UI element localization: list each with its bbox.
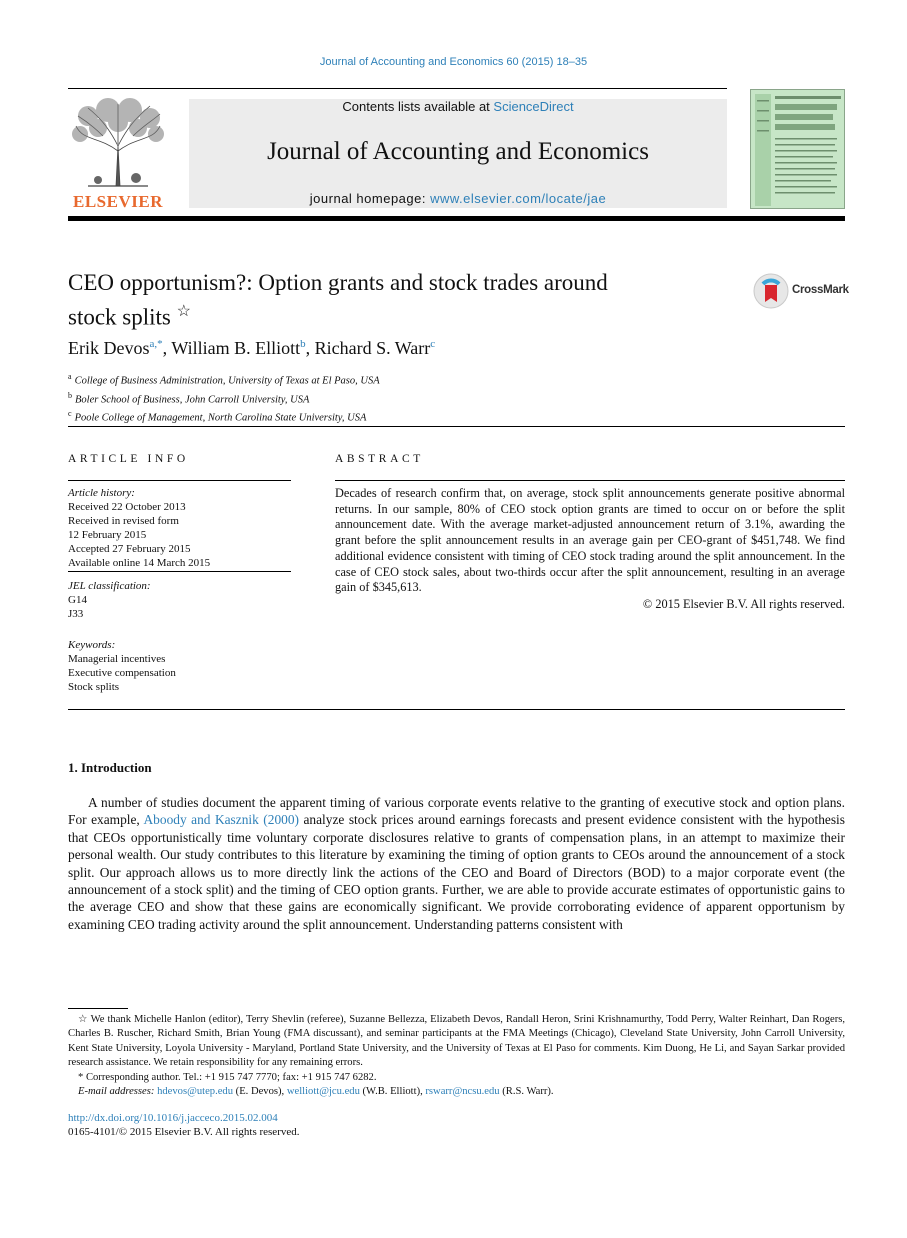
crossmark-label: CrossMark <box>792 284 849 296</box>
abstract-heading: ABSTRACT <box>335 453 424 465</box>
title-line-2-wrap <box>68 297 728 332</box>
citation-link[interactable]: Aboody and Kasznik (2000) <box>143 812 299 828</box>
info-rule <box>68 480 291 481</box>
author-sep-1: , <box>162 338 172 358</box>
author-2-name: William B. Elliott <box>171 338 301 358</box>
elsevier-wordmark: ELSEVIER <box>73 192 163 211</box>
email-link-warr[interactable]: rswarr@ncsu.edu <box>425 1086 500 1098</box>
journal-cover-thumbnail[interactable] <box>750 89 845 209</box>
homepage-prefix: journal homepage: <box>309 191 431 206</box>
email-link-devos[interactable]: hdevos@utep.edu <box>157 1086 234 1098</box>
affiliation-c-letter: c <box>68 409 72 418</box>
article-history <box>68 486 291 570</box>
history-received: Received 22 October 2013 <box>68 501 186 513</box>
email-owner: (W.B. Elliott), <box>359 1086 426 1098</box>
crossmark-badge[interactable] <box>752 272 852 310</box>
intro-heading: 1. Introduction <box>68 760 152 775</box>
abstract-copyright: © 2015 Elsevier B.V. All rights reserved. <box>642 597 845 611</box>
contents-prefix: Contents lists available at <box>342 99 494 114</box>
section-rule <box>68 426 845 427</box>
abstract-text: Decades of research confirm that, on average, stock split announcements generate positive abnormal returns. In our sample, 80% of CEO stock option grants are timed to occur on or before the split announcement date. With the average market-adjusted announcement return of 3.1%, awarding the grant before the split announcement results in an average gain per CEO-grant of $451,748. We find additional evidence consistent with timing of CEO stock trading around the split announcement. In the case of CEO stock sales, about two-thirds occur after the split announcement, resulting in an average gain of $345,613. <box>335 486 845 595</box>
affiliations <box>68 370 668 426</box>
history-revised: Received in revised form <box>68 515 179 527</box>
jel-classification <box>68 579 291 621</box>
article-info-heading: ARTICLE INFO <box>68 453 189 465</box>
doi-link[interactable]: http://dx.doi.org/10.1016/j.jacceco.2015.02.004 <box>68 1112 278 1124</box>
author-1-sup[interactable]: a,* <box>149 338 163 350</box>
history-online: Available online 14 March 2015 <box>68 557 211 569</box>
crossmark-icon <box>752 272 790 310</box>
abstract-rule <box>335 480 845 481</box>
issn-copyright: 0165-4101/© 2015 Elsevier B.V. All rights reserved. <box>68 1126 300 1138</box>
keyword-item: Executive compensation <box>68 667 176 679</box>
homepage-line <box>189 191 727 206</box>
keywords-label: Keywords: <box>68 639 116 651</box>
affiliation-c-text: Poole College of Management, North Carolina State University, USA <box>74 412 367 424</box>
footnotes <box>68 1013 845 1099</box>
homepage-link[interactable]: www.elsevier.com/locate/jae <box>430 191 607 206</box>
history-label: Article history: <box>68 487 135 499</box>
keywords <box>68 638 291 694</box>
header-rule <box>68 88 727 89</box>
article-title <box>68 268 728 332</box>
keyword-item: Stock splits <box>68 681 120 693</box>
email-owner: (E. Devos), <box>233 1086 287 1098</box>
jel-code: J33 <box>68 608 84 620</box>
section-rule-bottom <box>68 709 845 710</box>
journal-citation[interactable]: Journal of Accounting and Economics 60 (2015) 18–35 <box>319 56 588 68</box>
affiliation-a-text: College of Business Administration, University of Texas at El Paso, USA <box>74 375 380 387</box>
email-addresses <box>68 1085 845 1099</box>
sciencedirect-link[interactable]: ScienceDirect <box>493 99 574 114</box>
affiliation-b <box>68 389 668 408</box>
email-link-elliott[interactable]: welliott@jcu.edu <box>286 1086 360 1098</box>
intro-text-a: A number of studies document the apparent timing of various corporate events relative to the granting of executive stock and option plans. For example, <box>68 795 845 828</box>
author-3-sup[interactable]: c <box>430 338 436 350</box>
affiliation-c <box>68 407 668 426</box>
affiliation-a <box>68 370 668 389</box>
email-owner: (R.S. Warr). <box>499 1086 554 1098</box>
intro-paragraph <box>68 794 845 933</box>
affiliation-b-text: Boler School of Business, John Carroll University, USA <box>75 394 310 405</box>
author-sep-2: , <box>305 338 315 358</box>
jel-label: JEL classification: <box>68 580 151 592</box>
jel-code: G14 <box>68 594 87 606</box>
affiliation-b-letter: b <box>68 390 72 400</box>
info-rule-2 <box>68 571 291 572</box>
email-label: E-mail addresses: <box>78 1086 158 1098</box>
title-footnote-mark[interactable]: ☆ <box>176 303 191 320</box>
author-3-name: Richard S. Warr <box>314 338 431 358</box>
intro-text-b: analyze stock prices around earnings forecasts and present evidence consistent with the hypothesis that CEOs opportunistically time voluntary corporate disclosures relative to grants of compensation plans, in an attempt to maximize their personal wealth. Our study contributes to this literature by examining the timing of option grants to CEOs around the announcement of a stock split. Our approach allows us to more directly link the actions of the CEO and Board of Directors (BOD) to a major corporate event (the announcement of a stock split) and the timing of CEO option grants. Further, we are able to provide accurate estimates of opportunistic gains to the average CEO and show that these gains are economically significant. We provide corroborating evidence of apparent opportunism by examining CEO trading activity around the split announcement. Understanding patterns consistent with <box>68 812 845 932</box>
author-list <box>68 338 768 359</box>
keyword-item: Managerial incentives <box>68 653 166 665</box>
journal-name: Journal of Accounting and Economics <box>267 138 649 165</box>
acknowledgement-text: We thank Michelle Hanlon (editor), Terry Shevlin (referee), Suzanne Bellezza, Elizabeth Devos, Randall Heron, Srini Krishnamurthy, Todd Perry, Walter Reinhart, Dan Rogers, Charles B. Ruscher, Richard Smith, Brian Young (FMA discussant), and seminar participants at the FMA Meetings (Chicago), Cleveland State University, John Carroll University, Kent State University, Loyola University - Maryland, Portland State University, and the University of Texas at El Paso for comments. Kim Duong, He Li, and Sayan Sarkar provided research assistance. We retain responsibility for any remaining errors. <box>68 1014 846 1069</box>
contents-line <box>189 99 727 114</box>
title-line-2: stock splits <box>68 304 171 330</box>
author-1-name: Erik Devos <box>68 338 150 358</box>
acknowledgement-mark: ☆ <box>78 1014 88 1025</box>
author-2-sup[interactable]: b <box>300 338 306 350</box>
corresponding-author: * Corresponding author. Tel.: +1 915 747 7770; fax: +1 915 747 6282. <box>78 1071 377 1083</box>
history-accepted: Accepted 27 February 2015 <box>68 543 191 555</box>
acknowledgement-footnote <box>68 1013 845 1071</box>
affiliation-a-letter: a <box>68 372 72 381</box>
history-revised-date: 12 February 2015 <box>68 529 147 541</box>
header-thick-rule <box>68 216 845 221</box>
footnote-rule <box>68 1008 128 1009</box>
title-line-1: CEO opportunism?: Option grants and stock trades around <box>68 270 608 295</box>
